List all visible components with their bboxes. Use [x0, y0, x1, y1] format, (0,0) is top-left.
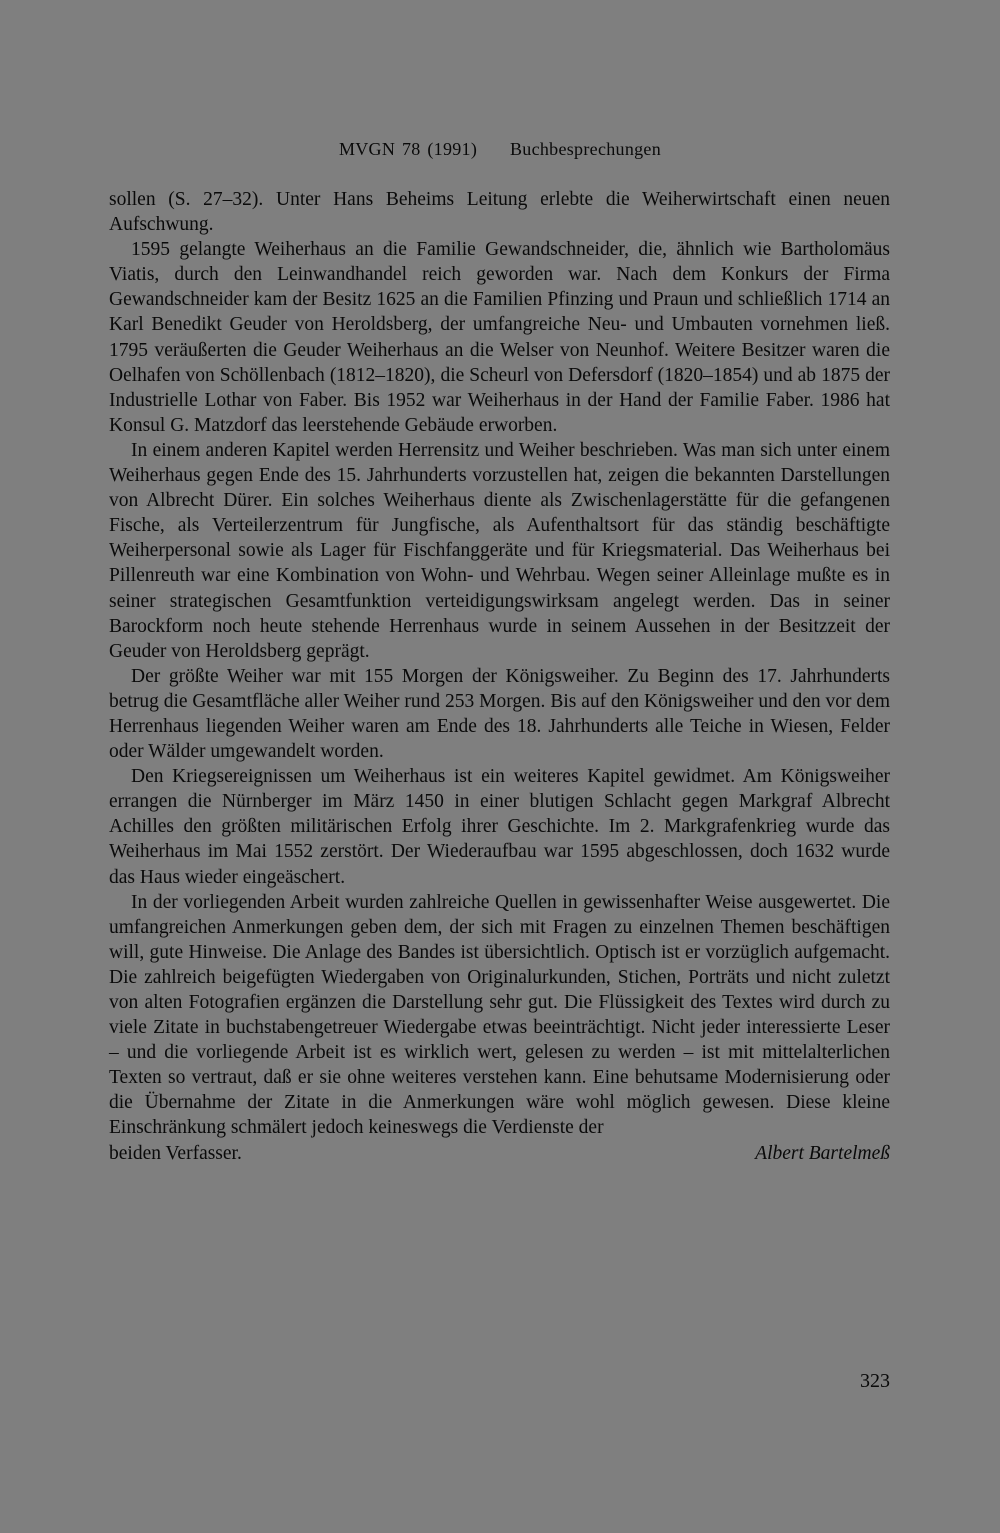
closing-line — [109, 1141, 890, 1166]
page-number: 323 — [860, 1370, 890, 1392]
paragraph: sollen (S. 27–32). Unter Hans Beheims Leitung erlebte die Weiherwirtschaft einen neuen Aufschwung. — [109, 189, 890, 236]
paragraph: 1595 gelangte Weiherhaus an die Familie Gewandschneider, die, ähnlich wie Bartholomäus Viatis, durch den Leinwandhandel reich geworden war. Nach dem Konkurs der Firma Gewandschneider kam der Besitz 1625 an die Familien Pfinzing und Praun und schließlich 1714 an Karl Benedikt Geuder von Heroldsberg, der umfangreiche Neu- und Umbauten vornehmen ließ. 1795 veräußerten die Geuder Weiherhaus an die Welser von Neunhof. Weitere Besitzer waren die Oelhafen von Schöllenbach (1812–1820), die Scheurl von Defersdorf (1820–1854) und ab 1875 der Industrielle Lothar von Faber. Bis 1952 war Weiherhaus in der Hand der Familie Faber. 1986 hat Konsul G. Matzdorf das leerstehende Gebäude erworben. — [109, 239, 890, 436]
journal-citation: MVGN 78 (1991) — [338, 139, 478, 159]
author-signature: Albert Bartelmeß — [755, 1142, 890, 1164]
paragraph: Den Kriegsereignissen um Weiherhaus ist ein weiteres Kapitel gewidmet. Am Königsweiher errangen die Nürnberger im März 1450 in einer blutigen Schlacht gegen Markgraf Albrecht Achilles den größten militärischen Erfolg ihrer Geschichte. Im 2. Markgrafenkrieg wurde das Weiherhaus im Mai 1552 zerstört. Der Wiederaufbau war 1595 abgeschlossen, doch 1632 wurde das Haus wieder eingeäschert. — [109, 766, 890, 888]
running-header — [0, 139, 1000, 160]
paragraph: In der vorliegenden Arbeit wurden zahlreiche Quellen in gewissenhafter Weise ausgewertet. Die umfangreichen Anmerkungen geben dem, der sich mit Fragen zu einzelnen Themen beschäftigen will, gute Hinweise. Die Anlage des Bandes ist übersichtlich. Optisch ist er vorzüglich aufgemacht. Die zahlreich beigefügten Wiedergaben von Originalurkunden, Stichen, Porträts und nicht zuletzt von alten Fotografien ergänzen die Darstellung sehr gut. Die Flüssigkeit des Textes wird durch zu viele Zitate in buchstabengetreuer Wiedergabe etwas beeinträchtigt. Nicht jeder interessierte Leser – und die vorliegende Arbeit ist es wirklich wert, gelesen zu werden – ist mit mittelalterlichen Texten so vertraut, daß er sie ohne weiteres verstehen kann. Eine behutsame Modernisierung oder die Übernahme der Zitate in die Anmerkungen wäre wohl möglich gewesen. Diese kleine Einschränkung schmälert jedoch keineswegs die Verdienste der — [109, 891, 890, 1139]
review-text — [109, 187, 890, 1166]
paragraph: In einem anderen Kapitel werden Herrensitz und Weiher beschrieben. Was man sich unter einem Weiherhaus gegen Ende des 15. Jahrhunderts vorzustellen hat, zeigen die bekannten Darstellungen von Albrecht Dürer. Ein solches Weiherhaus diente als Zwischenlagerstätte für die gefangenen Fische, als Verteilerzentrum für Jungfische, als Aufenthaltsort für das ständig beschäftigte Weiherpersonal sowie als Lager für Fischfanggeräte und für Kriegsmaterial. Das Weiherhaus bei Pillenreuth war eine Kombination von Wohn- und Wehrbau. Wegen seiner Alleinlage mußte es in seiner strategischen Gesamtfunktion verteidigungswirksam angelegt werden. Das in seiner Barockform noch heute stehende Herrenhaus wurde in seinem Aussehen in der Besitzzeit der Geuder von Heroldsberg geprägt. — [109, 439, 890, 662]
closing-words: beiden Verfasser. — [109, 1142, 242, 1164]
paragraph: Der größte Weiher war mit 155 Morgen der Königsweiher. Zu Beginn des 17. Jahrhunderts betrug die Gesamtfläche aller Weiher rund 253 Morgen. Bis auf den Königsweiher und den vor dem Herrenhaus liegenden Weiher waren am Ende des 18. Jahrhunderts alle Teiche in Wiesen, Felder oder Wälder umgewandelt worden. — [109, 665, 890, 763]
section-title: Buchbesprechungen — [509, 139, 662, 159]
